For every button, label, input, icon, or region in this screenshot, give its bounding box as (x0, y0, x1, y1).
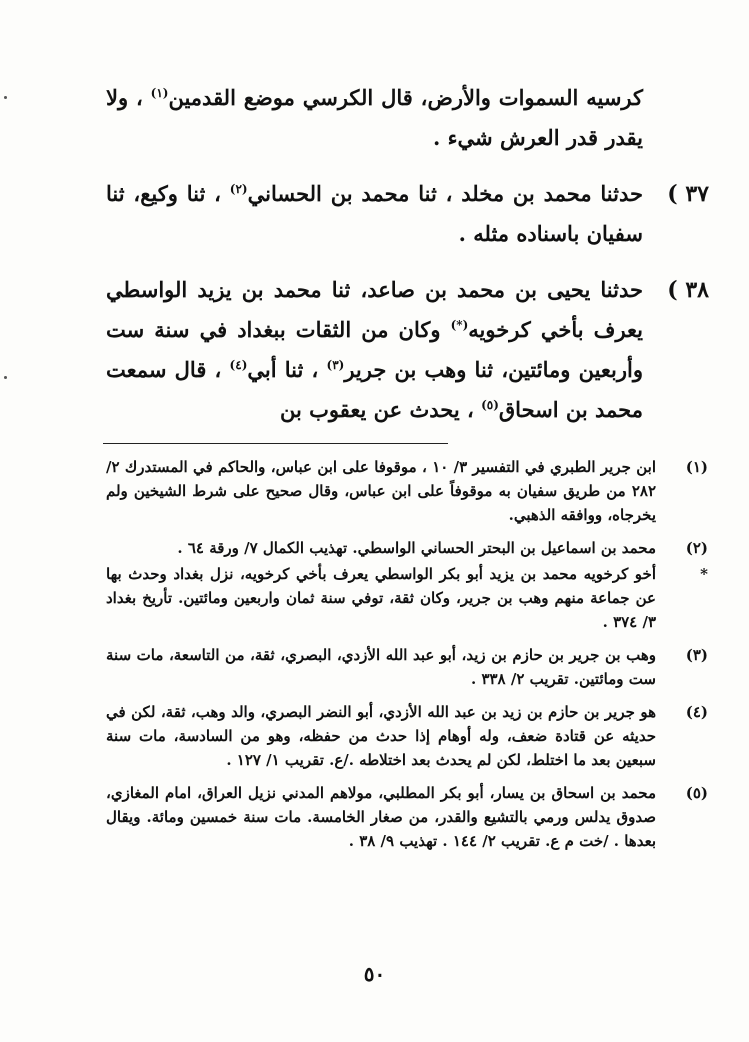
footnote-ref[interactable]: (١) (150, 86, 169, 100)
footnote-text: أخو كرخويه محمد بن يزيد أبو بكر الواسطي يعرف بأخي كرخويه، نزل بغداد وحدث بها عن جماعة منهم وهب بن جرير، وكان ثقة، توفي سنة ثمان واربعين ومائتين. تأريخ بغداد ٣/ ٣٧٤ . (106, 565, 656, 631)
footnote-4 (106, 700, 708, 772)
footnote-5 (106, 781, 708, 853)
footnote-ref[interactable]: (٣) (326, 358, 345, 372)
hadith-text: ، قال سمعت محمد بن اسحاق (106, 357, 643, 422)
footnote-marker: (٤) (685, 703, 708, 721)
footnotes (106, 455, 708, 853)
hadith-text: ، ثنا أبي (247, 357, 319, 382)
footnote-ref[interactable]: (*) (450, 318, 469, 332)
scan-mark (4, 96, 7, 99)
hadith-text: ، ثنا وكيع، ثنا سفيان باسناده مثله . (106, 181, 643, 246)
footnote-text: محمد بن اسحاق بن يسار، أبو بكر المطلبي، مولاهم المدني نزيل العراق، امام المغازي، صدوق يدلس ورمي بالتشيع والقدر، من صغار الخامسة. مات سنة خمسين ومائة. ويقال بعدها . /خت م ع. تقريب ٢/ ١٤٤ . تهذيب ٩/ ٣٨ . (106, 784, 656, 850)
hadith-number: ٣٨ ) (667, 277, 709, 303)
hadith-text: حدثنا يحيى بن محمد بن صاعد، ثنا محمد بن يزيد الواسطي يعرف بأخي كرخويه (106, 277, 644, 342)
footnote-3 (106, 643, 708, 691)
hadith-37 (106, 174, 709, 254)
footnote-2 (106, 536, 708, 560)
hadith-text: وكان من الثقات ببغداد في سنة ست وأربعين ومائتين، ثنا وهب بن جرير (106, 317, 644, 382)
main-text (106, 78, 709, 430)
continuation-tail: ، ولا يقدر قدر العرش شيء . (106, 85, 643, 150)
footnote-separator (103, 443, 448, 444)
footnote-marker: (٣) (685, 646, 708, 664)
footnote-marker: * (700, 565, 708, 583)
hadith-number: ٣٧ ) (667, 181, 709, 207)
footnote-text: ابن جرير الطبري في التفسير ٣/ ١٠ ، موقوفا على ابن عباس، والحاكم في المستدرك ٢/ ٢٨٢ من طريق سفيان به موقوفاً على ابن عباس، وقال صحيح على شرط الشيخين ولم يخرجاه، ووافقه الذهبي. (106, 458, 656, 524)
continuation-paragraph (106, 78, 643, 158)
footnote-ref[interactable]: (٢) (229, 182, 248, 196)
footnote-ref[interactable]: (٤) (229, 358, 248, 372)
footnote-text: وهب بن جرير بن حازم بن زيد، أبو عبد الله الأزدي، البصري، ثقة، من التاسعة، مات سنة ست ومائتين. تقريب ٢/ ٣٣٨ . (106, 646, 656, 688)
footnote-ref[interactable]: (٥) (481, 398, 499, 412)
continuation-text: كرسيه السموات والأرض، قال الكرسي موضع القدمين (168, 85, 644, 110)
scan-mark (4, 376, 7, 379)
footnote-text: هو جرير بن حازم بن زيد بن عبد الله الأزدي، أبو النضر البصري، والد وهب، ثقة، لكن في حديثه عن قتادة ضعف، وله أوهام إذا حدث من حفظه، وهو من السادسة، مات سنة سبعين بعد ما اختلط، لكن لم يحدث بعد اختلاطه ./ع. تقريب ١/ ١٢٧ . (106, 703, 656, 769)
page-number: ٥٠ (363, 962, 386, 986)
footnote-marker: (٢) (685, 539, 708, 557)
footnote-text: محمد بن اسماعيل بن البحتر الحساني الواسطي. تهذيب الكمال ٧/ ورقة ٦٤ . (177, 539, 656, 557)
footnote-star (106, 562, 708, 634)
footnote-marker: (٥) (685, 784, 708, 802)
footnote-marker: (١) (685, 458, 708, 476)
hadith-text: ، يحدث عن يعقوب بن (279, 397, 474, 422)
hadith-text: حدثنا محمد بن مخلد ، ثنا محمد بن الحساني (247, 181, 643, 206)
hadith-38 (106, 270, 709, 430)
footnote-1 (106, 455, 708, 527)
